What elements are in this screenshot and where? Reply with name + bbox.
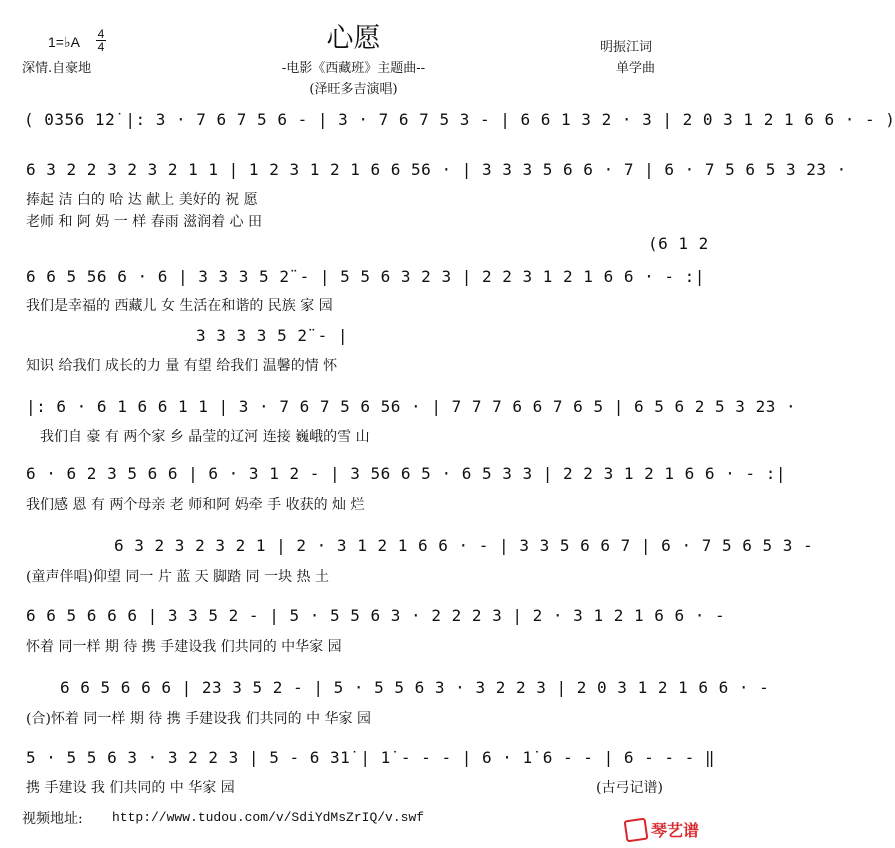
staff-line-4-lyric: 知识 给我们 成长的力 量 有望 给我们 温馨的情 怀 (26, 358, 338, 374)
mood-marking: 深情.自豪地 (22, 61, 92, 76)
staff-line-9-notes: 6 6 5 6 6 6 | 23 3 5 2 - | 5 · 5 5 6 3 · 3 2 2 3 | 2 0 3 1 2 1 6 6 · - (60, 678, 770, 697)
singer-credit: (泽旺多吉演唱) (309, 82, 398, 97)
staff-line-10-lyric: 携 手建设 我 们共同的 中 华家 园 (26, 780, 235, 796)
transcriber-note: (古弓记谱) (596, 780, 663, 796)
staff-line-2-lyric-2: 老师 和 阿 妈 一 样 春雨 滋润着 心 田 (26, 214, 263, 230)
staff-line-2-notes: 6 3 2 2 3 2 3 2 1 1 | 1 2 3 1 2 1 6 6 56 · | 3 3 3 5 6 6 · 7 | 6 · 7 5 6 5 3 23 · (26, 160, 847, 179)
staff-line-7-lyric: (童声伴唱)仰望 同一 片 蓝 天 脚踏 同 一块 热 土 (26, 569, 329, 585)
staff-line-10-notes: 5 · 5 5 6 3 · 3 2 2 3 | 5 - 6 31̇ | 1̇ - - - | 6 · 1̇ 6 - - | 6 - - - ‖ (26, 748, 716, 767)
staff-line-5-lyric: 我们自 豪 有 两个家 乡 晶莹的辽河 连接 巍峨的雪 山 (40, 429, 370, 445)
staff-line-5-notes: |: 6 · 6 1 6 6 1 1 | 3 · 7 6 7 5 6 56 · | 7 7 7 6 6 7 6 5 | 6 5 6 2 5 3 23 · (26, 397, 797, 416)
staff-line-9-lyric: (合)怀着 同一样 期 待 携 手建设我 们共同的 中 华家 园 (26, 711, 371, 727)
time-bottom: 4 (97, 40, 105, 54)
staff-line-4-notes: 3 3 3 3 5 2̈ - | (196, 326, 348, 345)
video-link[interactable]: http://www.tudou.com/v/SdiYdMsZrIQ/v.swf (112, 810, 425, 825)
time-top: 4 (97, 27, 105, 41)
staff-line-6-lyric: 我们感 恩 有 两个母亲 老 师和阿 妈牵 手 收获的 灿 烂 (26, 497, 365, 513)
song-title: 心愿 (326, 23, 381, 54)
staff-line-8-lyric: 怀着 同一样 期 待 携 手建设我 们共同的 中华家 园 (26, 639, 342, 655)
staff-line-8-notes: 6 6 5 6 6 6 | 3 3 5 2 - | 5 · 5 5 6 3 · 2 2 2 3 | 2 · 3 1 2 1 6 6 · - (26, 606, 726, 625)
lyricist-credit: 明振江词 (600, 40, 653, 55)
subtitle: -电影《西藏班》主题曲-- (281, 61, 426, 76)
key-signature: 1=♭A (48, 34, 80, 50)
staff-line-6-notes: 6 · 6 2 3 5 6 6 | 6 · 3 1 2 - | 3 56 6 5 · 6 5 3 3 | 2 2 3 1 2 1 6 6 · - :| (26, 464, 786, 483)
site-logo[interactable] (625, 818, 699, 841)
staff-line-7-notes: 6 3 2 3 2 3 2 1 | 2 · 3 1 2 1 6 6 · - | 3 3 5 6 6 7 | 6 · 7 5 6 5 3 - (114, 536, 814, 555)
staff-line-1-notes: ( 0356 1̇2̇ |: 3 · 7 6 7 5 6 - | 3 · 7 6 7 5 3 - | 6 6 1 3 2 · 3 | 2 0 3 1 2 1 6 6 · - ) (24, 110, 895, 129)
logo-icon (624, 817, 649, 842)
staff-line-2-lyric-1: 捧起 洁 白的 哈 达 献上 美好的 祝 愿 (26, 192, 258, 208)
pickup-notes: (6 1 2 (648, 234, 709, 253)
staff-line-3-lyric: 我们是幸福的 西藏儿 女 生活在和谐的 民族 家 园 (26, 298, 333, 314)
logo-text: 琴艺谱 (650, 821, 699, 840)
composer-credit: 单学曲 (616, 61, 656, 76)
staff-line-3-notes: 6 6 5 56 6 · 6 | 3 3 3 5 2̈ - | 5 5 6 3 2 3 | 2 2 3 1 2 1 6 6 · - :| (26, 267, 705, 286)
video-label: 视频地址: (22, 811, 83, 827)
